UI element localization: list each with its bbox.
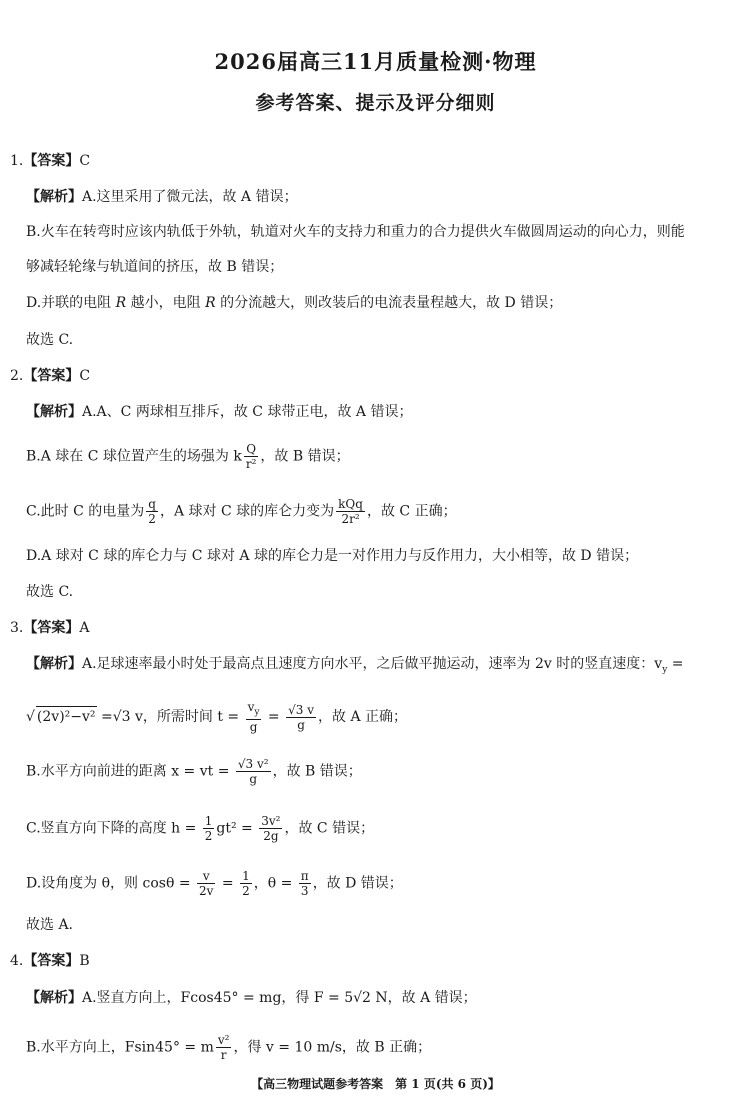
q2-analysis-b: B.A 球在 C 球位置产生的场强为 k $\frac{Q}{\text{r²}}$ ，故 B 错误； (26, 442, 350, 471)
q4-analysis-b: B.水平方向上，Fsin45° = m $\frac{\text{v²}}{r}$ ，得 v = 10 m/s，故 B 正确； (26, 1033, 432, 1062)
q1-analysis-d: D.并联的电阻 R 越小，电阻 R 的分流越大，则改装后的电流表量程越大，故 D 错误； (26, 295, 563, 311)
q4-analysis-a: 【解析】A.竖直方向上，Fcos45° = mg，得 F = 5√2 N，故 A 错误； (26, 990, 477, 1006)
q4-answer: 4.【答案】B (10, 953, 90, 969)
q3-analysis-a1: 【解析】A.足球速率最小时处于最高点且速度方向水平，之后做平抛运动，速率为 2v 时的竖直速度：$v_y$ = (26, 656, 684, 675)
q3-analysis-a2: √ (2v)²−v² =√3 v，所需时间 t = $\frac{v_y}{g}$ = $\frac{√3 v}{g}$ ，故 A 正确； (26, 700, 408, 735)
q1-analysis-b1: B.火车在转弯时应该内轨低于外轨，轨道对火车的支持力和重力的合力提供火车做圆周运动的向心力，则能 (26, 224, 685, 240)
q3-analysis-d: D.设角度为 θ，则 cosθ = $\frac{v}{2v}$ = $\frac{1}{2}$ ，θ = $\frac{\pi}{3}$ ，故 D 错误； (26, 869, 403, 898)
page-subtitle: 参考答案、提示及评分细则 (255, 92, 496, 114)
q2-analysis-d: D.A 球对 C 球的库仑力与 C 球对 A 球的库仑力是一对作用力与反作用力，大小相等，故 D 错误； (26, 548, 639, 564)
q3-answer: 3.【答案】A (10, 620, 90, 636)
q2-selection: 故选 C. (26, 584, 74, 600)
page-title: 2026届高三11月质量检测·物理 (214, 49, 537, 74)
q2-analysis-a: 【解析】A.A、C 两球相互排斥，故 C 球带正电，故 A 错误； (26, 404, 413, 420)
q1-selection: 故选 C. (26, 332, 74, 348)
q3-analysis-c: C.竖直方向下降的高度 h = $\frac{1}{2}$ gt² = $\frac{\text{3v²}}{2g}$ ，故 C 错误； (26, 814, 375, 843)
page-footer: 【高三物理试题参考答案 第 1 页(共 6 页)】 (251, 1077, 500, 1091)
q3-analysis-b: B.水平方向前进的距离 x = vt = $\frac{\text{√3 v²}}{g}$ ，故 B 错误； (26, 757, 362, 786)
q3-selection: 故选 A. (26, 917, 74, 933)
fraction: $\frac{Q}{\text{r²}}$ (245, 442, 257, 471)
q1-analysis-a: 【解析】A.这里采用了微元法，故 A 错误； (26, 189, 298, 205)
q2-answer: 2.【答案】C (10, 368, 91, 384)
q1-answer: 1.【答案】C (10, 153, 91, 169)
q1-analysis-b2: 够减轻轮缘与轨道间的挤压，故 B 错误； (26, 259, 284, 275)
q2-analysis-c: C.此时 C 的电量为 $\frac{q}{2}$ ，A 球对 C 球的库仑力变为 $\frac{\text{kQq}}{\text{2r²}}$ ，故 C 正确； (26, 497, 457, 526)
